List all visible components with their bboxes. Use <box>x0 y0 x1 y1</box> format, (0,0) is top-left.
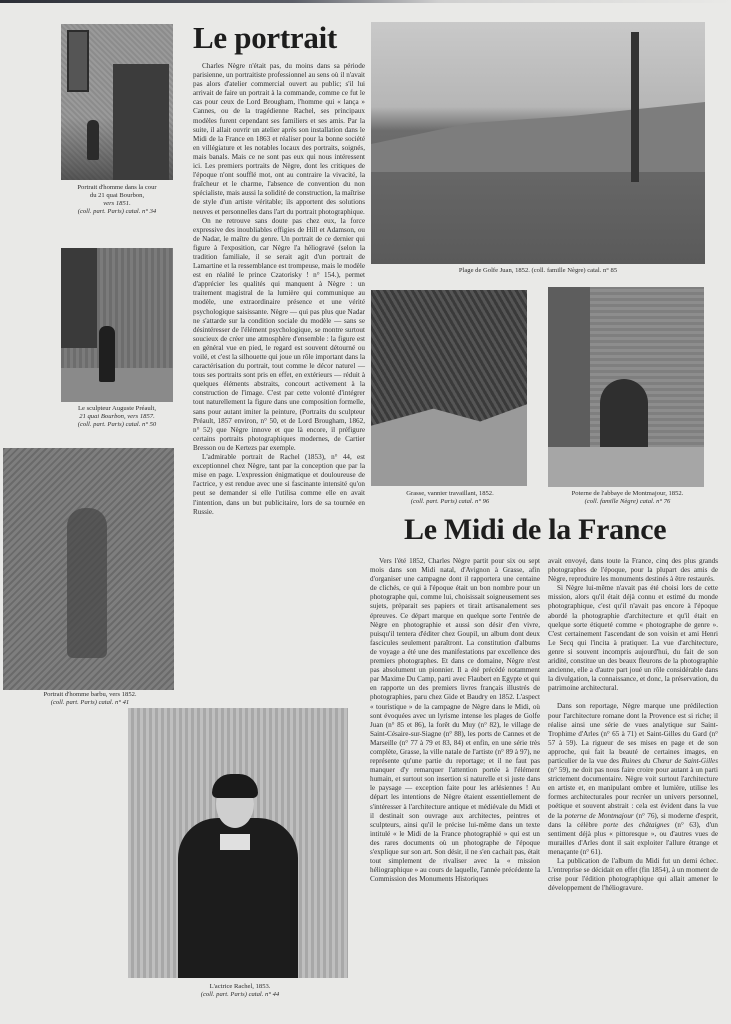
photo-window-detail <box>67 30 89 92</box>
heading-le-portrait: Le portrait <box>193 20 337 55</box>
photo-ground-detail <box>548 447 704 487</box>
caption-photo-7 <box>540 490 715 506</box>
heading-le-midi-de-la-france: Le Midi de la France <box>404 513 667 546</box>
caption-line: Poterne de l'abbaye de Montmajour, 1852. <box>571 490 684 497</box>
caption-line: (coll. part. Paris) catal. n° 96 <box>410 498 490 505</box>
photo-rock-detail <box>371 400 527 486</box>
text-run: (n° 63), d'un sentiment déjà plus « pittoresque », ou d'autres vues de murailles d'Arles dont il sait exploiter l'allure étrange et menaçante (n° 61). <box>548 820 718 856</box>
caption-line: Le sculpteur Auguste Préault, <box>77 405 156 412</box>
portrait-article-text <box>193 62 365 517</box>
text-run: (n° 76), si moderne d'esprit, dans la célèbre <box>548 811 718 829</box>
caption-line: Grasse, vannier travaillant, 1852. <box>406 490 494 497</box>
text-run-italic: poterne de Montmajour <box>564 811 634 820</box>
caption-photo-5 <box>371 267 705 275</box>
photo-plage-golfe-juan <box>371 22 705 264</box>
paragraph <box>548 702 718 857</box>
photo-ground-detail <box>61 368 173 402</box>
page-top-edge <box>0 0 731 3</box>
text-run: Dans son reportage, Nègre marque une prédilection pour l'architecture romane dont la Provence est si riche; il réalise ainsi une série de vues analytique sur Saint-Trophime d'Arles (n° 65 à 71) et Saint-Gilles du Gard (n° 57 à 59). La rigueur de ses mises en page et de son approche, qui fait la beauté de certaines images, en particulier de la vue des <box>548 702 718 765</box>
photo-wall-detail <box>61 248 97 348</box>
photo-tree-detail <box>631 32 639 182</box>
caption-line: Portrait d'homme dans la cour <box>77 184 157 191</box>
photo-homme-barbu <box>3 448 174 690</box>
caption-line: (coll. part. Paris) catal. n° 34 <box>77 208 157 215</box>
caption-line: (coll. part. Paris) catal. n° 50 <box>77 421 157 428</box>
photo-poterne-montmajour <box>548 287 704 487</box>
caption-line: 21 quai Bourbon, vers 1857. <box>79 413 155 420</box>
caption-line: vers 1851. <box>103 200 131 207</box>
caption-photo-4 <box>150 983 330 999</box>
paragraph: Vers l'été 1852, Charles Nègre partit pour six ou sept mois dans son Midi natal, d'Avignon à Grasse, afin d'organiser une campagne dont il rapportera une centaine de clichés, ce qui à l'époque était un bon nombre pour un photographe qui, comme lui, choisissait soigneusement ses sujets, préparait ses papiers et tirait artisanalement ses épreuves. Ce départ marque en quelque sorte l'entrée de Nègre en photographie et aussi son désir d'en vivre, puisqu'il tentera d'éditer chez Goupil, un album dont deux fascicules seulement paraîtront. La constitution d'albums de voyage a été une des manifestations par excellence des premiers photographes. Et dans ce domaine, Nègre n'est pas absolument un pionnier. Il a été précédé notamment par Maxime Du Camp, parti avec Flaubert en Egypte et qui en rapporte un des premiers livres français illustrés de photographies, paru chez Gide et Baudry en 1852. L'aspect « touristique » de la campagne de Nègre dans le Midi, où sont évoquées avec un lyrisme intense les plages de Golfe Juan (n° 85 et 86), la forêt du Muy (n° 82), le village de Saint-Césaire-sur-Siagne (n° 88), les ports de Cannes et de Marseille (n° 77 à 79 et 83, 84) et enfin, en une série très complète, Grasse, la ville natale de l'artiste (n° 89 à 97), ne représente qu'une partie du reportage; et il ne faut pas manquer d'y remarquer l'attention portée à l'élément humain, et surtout son insertion si naturelle et si juste dans le paysage — exception faite pour les arlésiennes ! Au départ les intentions de Nègre étaient essentiellement de s'intéresser à l'architecture antique et médiévale du Midi et il destinait son ouvrage aux architectes, peintres et sculpteurs, ainsi qu'il le précise lui-même dans un texte intitulé « le Midi de la France photographié » qui est un des rares documents où un photographe de l'époque s'explique sur son art. Son désir, il ne s'en cachait pas, était tout simplement de rivaliser avec la « mission héliographique » au cours de laquelle, l'année précédente la Commission des Monuments Historiques <box>370 557 541 884</box>
photo-actrice-rachel <box>128 708 348 978</box>
paragraph: On ne retrouve sans doute pas chez eux, la force expressive des inoubliables effigies de Hill et Adamson, ou de Nadar, le maître du genre. Un portrait de ce dernier qui figure à l'exposition, car Nègre l'a héliogravé (selon la tradition familiale, il se serait agit d'un portrait de Lamartine et la ressemblance est trompeuse, mais le modèle est en réalité le prince Czatorisky ! n° 154.), permet d'apprécier les qualités qui manquent à Nègre : un traitement magistral de la lumière qui communique au modèle, une extraordinaire présence et une vérité psychologique saisissante. Nègre — qui pas plus que Nadar ne s'attarde sur la condition sociale du modèle — sans se désintéresser de l'élément psychologique, se montre surtout soucieux de créer une atmosphère d'ensemble : la figure est en général vue en pied, le regard est souvent détourné ou voilé, et c'est la silhouette qui joue un rôle important dans la caractérisation du portrait, tout comme le décor naturel — tous ses portraits sont pris en effet, en extérieurs — réduit à quelques éléments abstraits, concourt activement à la construction de l'image. C'est par cette volonté d'intégrer tout naturellement la figure dans une composition formelle, sans pour autant imiter la peinture, (Portraits du sculpteur Préault, 1857 environ, n° 50, et de Lord Brougham, 1862, n° 52) que Nègre innove et que là encore, il préfigure certains portraits photographiques modernes, de Cartier Bresson ou de Kertezs par exemple. <box>193 216 365 452</box>
midi-article-column-2 <box>548 557 718 893</box>
photo-hill-detail <box>371 102 705 172</box>
paragraph: L'admirable portrait de Rachel (1853), n° 44, est exceptionnel chez Nègre, tant par la conception que par la mise en page. L'expression énigmatique et douloureuse de l'actrice, y est rendue avec une si fascinante intensité qu'on peut se demander si elle l'utilisa comme elle en avait l'intention, dans un but publicitaire, lors de sa tournée en Russie. <box>193 453 365 516</box>
caption-line: (coll. famille Nègre) catal. n° 76 <box>584 498 671 505</box>
photo-collar-detail <box>220 834 250 850</box>
caption-line: L'actrice Rachel, 1853. <box>209 983 271 990</box>
text-run: (n° 59), ne doit pas nous faire croire pour autant à un parti strictement documentaire. Nègre voit surtout l'architecture en artiste et, en manipulant ombre et lumière, utilise les formes architecturales pour recréer un univers personnel, poétique et souvent abstrait : cela est évident dans la vue de la <box>548 766 718 820</box>
paragraph: avait envoyé, dans toute la France, cinq des plus grands photographes de l'époque, pour la plupart des amis de Nègre, reproduire les monuments destinés à être restaurés. <box>548 557 718 584</box>
photo-sculpteur-preault <box>61 248 173 402</box>
photo-hair-detail <box>212 774 258 798</box>
photo-figure-detail <box>67 508 107 658</box>
paragraph: La publication de l'album du Midi fut un demi échec. L'entreprise se décidait en effet (fin 1854), à un moment de crise pour l'édition photographique qui allait amener le développement de l'héliogravure. <box>548 857 718 893</box>
caption-line: (coll. part. Paris) catal. n° 44 <box>200 991 280 998</box>
photo-figure-detail <box>87 120 99 160</box>
caption-line: du 21 quai Bourbon, <box>89 192 145 199</box>
photo-doorway-detail <box>113 64 169 180</box>
caption-photo-2 <box>52 405 182 429</box>
photo-grasse-vannier <box>371 290 527 486</box>
text-run-italic: porte des châtaignes <box>603 820 670 829</box>
caption-photo-3 <box>0 691 180 707</box>
paragraph: Si Nègre lui-même n'avait pas été choisi lors de cette mission, alors qu'il était déjà connu et estimé du monde photographique, c'est qu'il n'avait pas encore à l'époque abordé la photographie d'architecture et qu'il était en quelque sorte étiqueté comme « photographe de genre ». C'est certainement l'ascendant de son voisin et ami Henri Le Secq qui l'incita à pratiquer. La vue d'architecture, genre si souvent incompris aujourd'hui, du fait de son aridité, constitue un des beaux fleurons de la photographie ancienne, elle a d'autre part joué un rôle considérable dans la divulgation, la connaissance, et donc, la préservation, du patrimoine architectural. <box>548 584 718 693</box>
photo-portrait-quai-bourbon <box>61 24 173 180</box>
caption-line: Plage de Golfe Juan, 1852. (coll. famille Nègre) catal. n° 85 <box>458 267 618 274</box>
caption-photo-6 <box>365 490 535 506</box>
midi-article-column-1 <box>370 557 540 884</box>
caption-line: (coll. part. Paris) catal. n° 41 <box>50 699 130 706</box>
caption-photo-1 <box>55 184 179 216</box>
text-run-italic: Ruines du Chœur de Saint-Gilles <box>621 756 718 765</box>
caption-line: Portrait d'homme barbu, vers 1852. <box>43 691 137 698</box>
paragraph: Charles Nègre n'était pas, du moins dans sa période parisienne, un portraitiste professionnel au sens où il n'avait pas alors d'atelier commercial ouvert au public; s'il lui arrivait de faire un portrait à la commande, comme ce fut le cas pour ceux de Lord Brougham, l'homme qui « lança » Cannes, ou de la tragédienne Rachel, ses principaux modèles furent cependant ses familiers et ses amis. Par la suite, il allait ouvrir un atelier après son installation dans le Midi de la France en 1863 et réaliser pour la bonne société en villégiature et les notables locaux des portraits, soignés, mais banals. Mais ce ne sont pas eux qui nous intéressent ici. Les premiers portraits de Nègre, dont les critiques de l'époque n'ont soufflé mot, ont au contraire la vivacité, la fraîcheur et le charme, l'absence de convention du non spécialiste, mais aussi la solidité de construction, la maîtrise de style d'un artiste véritable; ils apportent des solutions neuves et personnelles dans l'art du portrait photographique. <box>193 62 365 216</box>
photo-figure-detail <box>99 326 115 382</box>
